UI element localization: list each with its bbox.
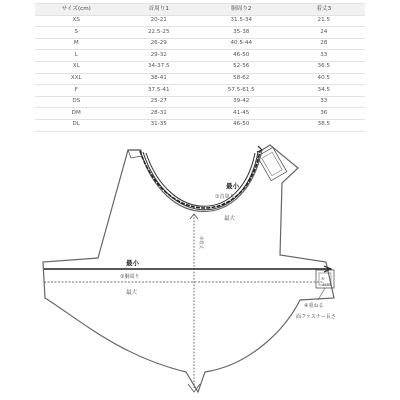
chest-cell: 31.5-34 (200, 15, 283, 27)
neck-cell: 29-32 (118, 50, 201, 62)
length-cell: 24 (283, 27, 366, 39)
size-cell: XS (35, 15, 118, 27)
length-cell: 21.5 (283, 15, 366, 27)
length-cell: 36 (283, 108, 366, 120)
size-row (35, 38, 365, 50)
length-cell: 33 (283, 96, 366, 108)
length-cell: 34.5 (283, 85, 366, 97)
size-cell: XXL (35, 73, 118, 85)
chest-cell: 58-62 (200, 73, 283, 85)
header-length: 着丈3 (283, 4, 366, 16)
neck-cell: 25-27 (118, 96, 201, 108)
chest-cell: 35-38 (200, 27, 283, 39)
chest-min-label: 最小 (126, 259, 139, 267)
neck-cell: 37.5-41 (118, 85, 201, 97)
size-cell: DL (35, 119, 118, 131)
size-row (35, 108, 365, 120)
size-cell: XL (35, 61, 118, 73)
size-cell: M (35, 38, 118, 50)
size-cell: S (35, 27, 118, 39)
garment-diagram (0, 135, 400, 400)
chest-cell: 57.5-61.5 (200, 85, 283, 97)
length-cell: 28 (283, 38, 366, 50)
size-table-header-row (35, 4, 365, 16)
neck-cell: 34-37.5 (118, 61, 201, 73)
size-row (35, 119, 365, 131)
chest-label: ②胴周り (120, 274, 140, 280)
fastener-length-label: 面ファスナー長さ (296, 314, 336, 320)
length-cell: 40.5 (283, 73, 366, 85)
size-cell: DS (35, 96, 118, 108)
neck-cell: 31-35 (118, 119, 201, 131)
size-cell: F (35, 85, 118, 97)
chest-cell: 46-50 (200, 119, 283, 131)
size-cell: L (35, 50, 118, 62)
overlap-label: ④重ねる (304, 303, 324, 309)
size-row (35, 96, 365, 108)
chest-cell: 40.5-44 (200, 38, 283, 50)
header-chest: 胴周り2 (200, 4, 283, 16)
neck-min-label: 最小 (226, 182, 239, 190)
overlap-cm-label: 3cm (322, 282, 331, 287)
chest-cell: 52-56 (200, 61, 283, 73)
neck-cell: 22.5-25 (118, 27, 201, 39)
chest-cell: 46-50 (200, 50, 283, 62)
neck-velcro-inner (262, 152, 282, 175)
neck-cell: 28-31 (118, 108, 201, 120)
size-row (35, 50, 365, 62)
size-row (35, 15, 365, 27)
size-row (35, 85, 365, 97)
size-cell: DM (35, 108, 118, 120)
size-row (35, 61, 365, 73)
neck-cell: 26-29 (118, 38, 201, 50)
header-size: サイズ(cm) (35, 4, 118, 16)
chest-cell: 41-45 (200, 108, 283, 120)
length-cell: 33 (283, 50, 366, 62)
neck-label: ①首周り (215, 194, 235, 200)
header-neck: 首周り1 (118, 4, 201, 16)
chest-max-label: 最大 (126, 290, 138, 296)
neck-binding-outer (146, 153, 255, 206)
chest-cell: 39-42 (200, 96, 283, 108)
length-cell: 36.5 (283, 61, 366, 73)
overlap-small-label: ④ (321, 276, 325, 281)
neck-max-label: 最大 (224, 216, 236, 222)
length-label: ③着丈 (198, 236, 203, 250)
size-row (35, 73, 365, 85)
size-row (35, 27, 365, 39)
length-cell: 38.5 (283, 119, 366, 131)
size-chart-table (35, 3, 365, 132)
neck-cell: 38-41 (118, 73, 201, 85)
neck-cell: 20-21 (118, 15, 201, 27)
neck-measure-line (140, 151, 260, 208)
